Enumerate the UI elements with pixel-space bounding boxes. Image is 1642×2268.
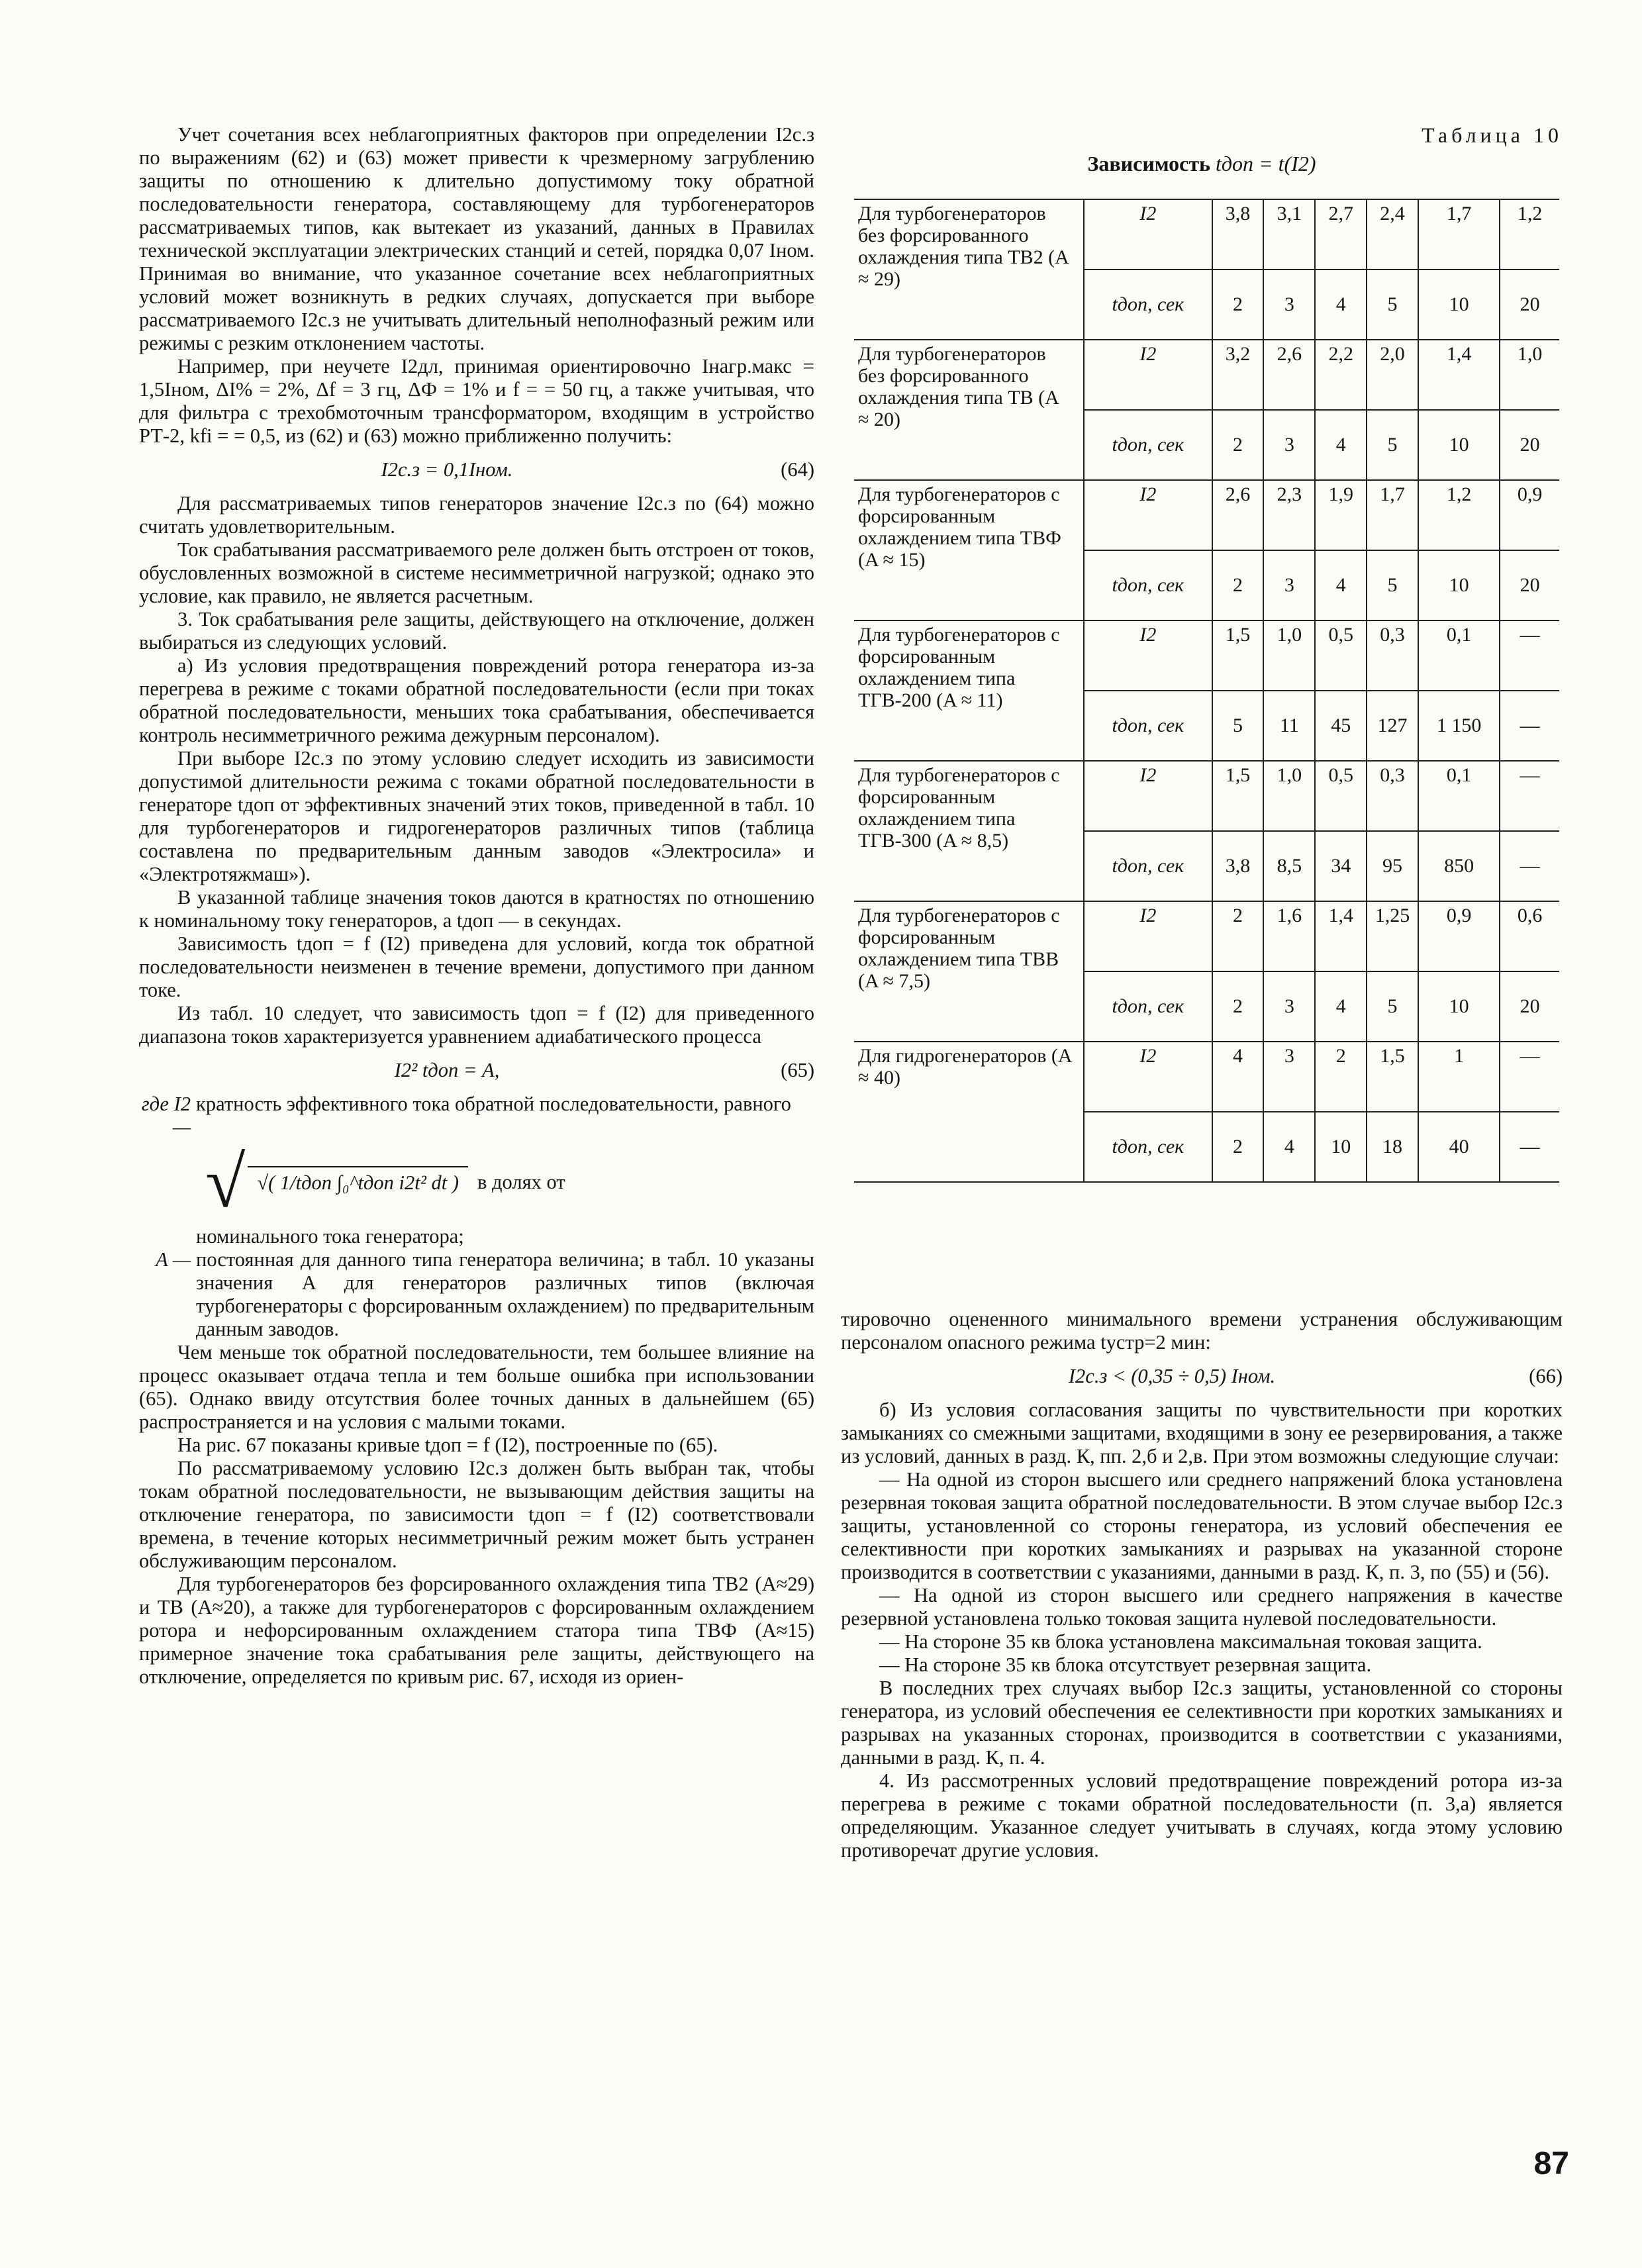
current-value-cell: 2,4 — [1367, 199, 1418, 270]
table-number: Таблица 10 — [1422, 123, 1563, 147]
definition-term: где I2 — — [141, 1093, 191, 1138]
formula-number: (66) — [1529, 1365, 1563, 1387]
paragraph: а) Из условия предотвращения повреждений ротора генератора из-за перегрева в режиме с токами обратной последовательности (если при токах обратной последовательности, меньших тока срабатывания, обеспечивается контроль несимметричного режима дежурным персоналом). — [139, 654, 814, 746]
definition-text: постоянная для данного типа генератора величина; в табл. 10 указаны значения A для генераторов различных типов (включая турбогенераторы с форсированным охлаждением) по предварительным данным заводов. — [196, 1248, 814, 1340]
row-label-time: tдоп, сек — [1084, 270, 1212, 340]
time-value-cell: 5 — [1367, 550, 1418, 620]
row-label-time: tдоп, сек — [1084, 691, 1212, 761]
current-value-cell: 3,2 — [1212, 340, 1264, 410]
current-value-cell: 2,6 — [1212, 480, 1264, 550]
current-value-cell: 4 — [1212, 1042, 1264, 1112]
page-number: 87 — [1533, 2146, 1569, 2181]
paragraph: В указанной таблице значения токов даются в кратностях по отношению к номинальному току генераторов, а tдоп — в секундах. — [139, 886, 814, 932]
current-value-cell: — — [1500, 761, 1559, 831]
paragraph: Зависимость tдоп = f (I2) приведена для условий, когда ток обратной последовательности неизменен в течение времени, допустимого при данном токе. — [139, 932, 814, 1001]
paragraph: Из табл. 10 следует, что зависимость tдоп = f (I2) для приведенного диапазона токов характеризуется уравнением адиабатического процесса — [139, 1002, 814, 1048]
formula-65 — [139, 1059, 814, 1082]
definition-i2 — [139, 1093, 814, 1139]
current-value-cell: 1,9 — [1315, 480, 1367, 550]
row-label-time: tдоп, сек — [1084, 410, 1212, 480]
table-title — [841, 152, 1563, 176]
time-value-cell: 5 — [1367, 270, 1418, 340]
time-value-cell: 45 — [1315, 691, 1367, 761]
paragraph: По рассматриваемому условию I2с.з должен быть выбран так, чтобы токам обратной последовательности, не вызывающим действия защиты на отключение генератора, по зависимости tдоп = f (I2) соответствовали времена, в течение которых несимметричный режим может быть устранен обслуживающим персоналом. — [139, 1457, 814, 1572]
table-title-formula: tдоп = t(I2) — [1215, 152, 1316, 175]
current-value-cell: 2,7 — [1315, 199, 1367, 270]
formula-64 — [139, 458, 814, 481]
table-row-current — [854, 1042, 1559, 1112]
table-body — [854, 199, 1559, 1182]
current-value-cell: 1,5 — [1367, 1042, 1418, 1112]
table-caption — [841, 123, 1563, 176]
time-value-cell: 4 — [1263, 1112, 1315, 1182]
paragraph: — На стороне 35 кв блока установлена максимальная токовая защита. — [879, 1630, 1482, 1653]
row-label-current: I2 — [1084, 901, 1212, 971]
time-value-cell: 20 — [1500, 550, 1559, 620]
time-value-cell: 10 — [1418, 550, 1500, 620]
definition-text: кратность эффективного тока обратной последовательности, равного — [196, 1093, 791, 1115]
row-label-time: tдоп, сек — [1084, 1112, 1212, 1182]
time-value-cell: 10 — [1418, 410, 1500, 480]
paragraph: Например, при неучете I2дл, принимая ориентировочно Iнагр.макс = 1,5Iном, ΔI% = 2%, Δf = 3 гц, ΔФ = 1% и f = = 50 гц, а также учитывая, что для фильтра с трехобмоточным трансформатором, входящим в устройство РТ-2, kfi = = 0,5, из (62) и (63) можно приближенно получить: — [139, 355, 814, 447]
current-value-cell: 0,1 — [1418, 620, 1500, 691]
time-value-cell: 3 — [1263, 270, 1315, 340]
row-label-current: I2 — [1084, 199, 1212, 270]
table-row-current — [854, 901, 1559, 971]
row-label-time: tдоп, сек — [1084, 550, 1212, 620]
right-column — [841, 1308, 1563, 1862]
definition-continuation: номинального тока генератора; — [196, 1225, 464, 1248]
paragraph: — На одной из сторон высшего или среднего напряжений блока установлена резервная токовая защита обратной последовательности. В этом случае выбор I2с.з защиты, установленной со стороны генератора, из условий обеспечения ее селективности при коротких замыканиях и разрывах на указанной стороне производится в соответствии с указаниями, данными в разд. К, п. 3, по (55) и (56). — [841, 1468, 1563, 1583]
time-value-cell: 20 — [1500, 971, 1559, 1042]
generator-type-cell: Для турбогенераторов с форсированным охлаждением типа ТГВ-200 (A ≈ 11) — [854, 620, 1084, 761]
time-value-cell: — — [1500, 1112, 1559, 1182]
paragraph: В последних трех случаях выбор I2с.з защиты, установленной со стороны генератора, из условий обеспечения ее селективности при коротких замыканиях и разрывах на указанных сторонах, производится в соответствии с указаниями, данными в разд. К, п. 4. — [841, 1677, 1563, 1769]
time-value-cell: 2 — [1212, 971, 1264, 1042]
definition-a — [139, 1248, 814, 1341]
row-label-current: I2 — [1084, 620, 1212, 691]
current-value-cell: — — [1500, 620, 1559, 691]
current-value-cell: 2,2 — [1315, 340, 1367, 410]
paragraph: 4. Из рассмотренных условий предотвращение повреждений ротора из-за перегрева в режиме с токами обратной последовательности (п. 3,а) является определяющим. Указанное следует учитывать в случаях, когда этому условию противоречат другие условия. — [841, 1769, 1563, 1861]
time-value-cell: 4 — [1315, 550, 1367, 620]
paragraph: При выборе I2с.з по этому условию следует исходить из зависимости допустимой длительности режима с токами обратной последовательности в генераторе tдоп от эффективных значений этих токов, приведенной в табл. 10 для турбогенераторов и гидрогенераторов различных типов (таблица составлена по предварительным данным заводов «Электросила» и «Электротяжмаш»). — [139, 747, 814, 885]
current-value-cell: 3,1 — [1263, 199, 1315, 270]
current-value-cell: 2,3 — [1263, 480, 1315, 550]
time-value-cell: 4 — [1315, 270, 1367, 340]
left-column — [139, 123, 814, 1689]
current-value-cell: 1,4 — [1315, 901, 1367, 971]
paragraph: тировочно оцененного минимального времени устранения обслуживающим персоналом опасного режима tустр=2 мин: — [841, 1308, 1563, 1354]
formula-text: I2с.з = 0,1Iном. — [381, 458, 513, 481]
current-value-cell: 1,5 — [1212, 620, 1264, 691]
root-formula: √( 1/tдоп ∫₀^tдоп i2t² dt ) — [248, 1166, 468, 1199]
time-value-cell: 5 — [1367, 410, 1418, 480]
formula-text: I2² tдоп = A, — [394, 1059, 500, 1081]
paragraph: — На одной из сторон высшего или среднего напряжения в качестве резервной установлена только токовая защита нулевой последовательности. — [841, 1584, 1563, 1630]
current-value-cell: 1,0 — [1263, 761, 1315, 831]
current-value-cell: 2 — [1315, 1042, 1367, 1112]
time-value-cell: 127 — [1367, 691, 1418, 761]
current-value-cell: 0,6 — [1500, 901, 1559, 971]
time-value-cell: 4 — [1315, 971, 1367, 1042]
table-row-current — [854, 761, 1559, 831]
data-table — [854, 199, 1559, 1183]
current-value-cell: 1,25 — [1367, 901, 1418, 971]
root-suffix: в долях от — [477, 1170, 565, 1193]
formula-text: I2с.з < (0,35 ÷ 0,5) Iном. — [1068, 1365, 1276, 1387]
current-value-cell: 1,7 — [1418, 199, 1500, 270]
row-label-time: tдоп, сек — [1084, 831, 1212, 901]
time-value-cell: 5 — [1212, 691, 1264, 761]
time-value-cell: 2 — [1212, 270, 1264, 340]
current-value-cell: 0,3 — [1367, 620, 1418, 691]
generator-type-cell: Для турбогенераторов без форсированного охлаждения типа ТВ (A ≈ 20) — [854, 340, 1084, 480]
time-value-cell: 3,8 — [1212, 831, 1264, 901]
current-value-cell: 0,1 — [1418, 761, 1500, 831]
row-label-current: I2 — [1084, 340, 1212, 410]
row-label-time: tдоп, сек — [1084, 971, 1212, 1042]
time-value-cell: — — [1500, 691, 1559, 761]
generator-type-cell: Для гидрогенераторов (A ≈ 40) — [854, 1042, 1084, 1182]
current-value-cell: 2,6 — [1263, 340, 1315, 410]
time-value-cell: 10 — [1315, 1112, 1367, 1182]
current-value-cell: 1 — [1418, 1042, 1500, 1112]
current-value-cell: 3 — [1263, 1042, 1315, 1112]
generator-type-cell: Для турбогенераторов с форсированным охлаждением типа ТГВ-300 (A ≈ 8,5) — [854, 761, 1084, 901]
time-value-cell: 3 — [1263, 971, 1315, 1042]
time-value-cell: 8,5 — [1263, 831, 1315, 901]
radical-sign: √ — [205, 1142, 246, 1222]
time-value-cell: 850 — [1418, 831, 1500, 901]
current-value-cell: 1,7 — [1367, 480, 1418, 550]
time-value-cell: 34 — [1315, 831, 1367, 901]
table-row-current — [854, 620, 1559, 691]
current-value-cell: 1,4 — [1418, 340, 1500, 410]
time-value-cell: 3 — [1263, 550, 1315, 620]
paragraph: Для рассматриваемых типов генераторов значение I2с.з по (64) можно считать удовлетворительным. — [139, 492, 814, 538]
current-value-cell: 0,3 — [1367, 761, 1418, 831]
current-value-cell: 1,5 — [1212, 761, 1264, 831]
current-value-cell: 0,9 — [1500, 480, 1559, 550]
root-expression — [205, 1142, 814, 1222]
current-value-cell: 1,0 — [1500, 340, 1559, 410]
current-value-cell: 1,2 — [1418, 480, 1500, 550]
table-row-current — [854, 480, 1559, 550]
time-value-cell: 4 — [1315, 410, 1367, 480]
time-value-cell: 1 150 — [1418, 691, 1500, 761]
current-value-cell: 0,5 — [1315, 761, 1367, 831]
current-value-cell: 1,0 — [1263, 620, 1315, 691]
row-label-current: I2 — [1084, 480, 1212, 550]
current-value-cell: 2,0 — [1367, 340, 1418, 410]
current-value-cell: — — [1500, 1042, 1559, 1112]
time-value-cell: 2 — [1212, 550, 1264, 620]
table-row-current — [854, 340, 1559, 410]
generator-type-cell: Для турбогенераторов с форсированным охлаждением типа ТВВ (A ≈ 7,5) — [854, 901, 1084, 1042]
time-value-cell: — — [1500, 831, 1559, 901]
time-value-cell: 3 — [1263, 410, 1315, 480]
paragraph: — На стороне 35 кв блока отсутствует резервная защита. — [879, 1653, 1372, 1676]
formula-number: (65) — [781, 1059, 814, 1081]
time-value-cell: 10 — [1418, 270, 1500, 340]
paragraph: Ток срабатывания рассматриваемого реле должен быть отстроен от токов, обусловленных возможной в системе несимметричной нагрузкой; однако это условие, как правило, не является расчетным. — [139, 538, 814, 607]
time-value-cell: 11 — [1263, 691, 1315, 761]
paragraph: Учет сочетания всех неблагоприятных факторов при определении I2с.з по выражениям (62) и (63) может привести к чрезмерному загрублению защиты по отношению к длительно допустимому току обратной последовательности генератора, составляющему для турбогенераторов рассматриваемых типов, как вытекает из указаний, данных в Правилах технической эксплуатации электрических станций и сетей, порядка 0,07 Iном. Принимая во внимание, что указанное сочетание всех неблагоприятных условий может возникнуть в редких случаях, допускается при выборе рассматриваемого I2с.з не учитывать длительный неполнофазный режим или режимы с резким отклонением частоты. — [139, 123, 814, 354]
current-value-cell: 0,9 — [1418, 901, 1500, 971]
current-value-cell: 2 — [1212, 901, 1264, 971]
paragraph: Чем меньше ток обратной последовательности, тем большее влияние на процесс оказывает отдача тепла и тем больше ошибка при использовании (65). Однако ввиду отсутствия более точных данных в дальнейшем (65) распространяется и на условия с малыми токами. — [139, 1341, 814, 1433]
table-row-current — [854, 199, 1559, 270]
time-value-cell: 20 — [1500, 410, 1559, 480]
time-value-cell: 10 — [1418, 971, 1500, 1042]
current-value-cell: 1,6 — [1263, 901, 1315, 971]
time-value-cell: 20 — [1500, 270, 1559, 340]
time-value-cell: 95 — [1367, 831, 1418, 901]
row-label-current: I2 — [1084, 1042, 1212, 1112]
time-value-cell: 2 — [1212, 1112, 1264, 1182]
table-title-text: Зависимость — [1087, 152, 1210, 175]
paragraph: На рис. 67 показаны кривые tдоп = f (I2), построенные по (65). — [177, 1434, 718, 1456]
current-value-cell: 1,2 — [1500, 199, 1559, 270]
generator-type-cell: Для турбогенераторов без форсированного охлаждения типа ТВ2 (A ≈ 29) — [854, 199, 1084, 340]
formula-number: (64) — [781, 458, 814, 481]
paragraph: 3. Ток срабатывания реле защиты, действующего на отключение, должен выбираться из следующих условий. — [139, 608, 814, 654]
row-label-current: I2 — [1084, 761, 1212, 831]
definition-term: A — — [156, 1248, 191, 1271]
generator-type-cell: Для турбогенераторов с форсированным охлаждением типа ТВФ (A ≈ 15) — [854, 480, 1084, 620]
time-value-cell: 2 — [1212, 410, 1264, 480]
time-value-cell: 40 — [1418, 1112, 1500, 1182]
time-value-cell: 18 — [1367, 1112, 1418, 1182]
current-value-cell: 3,8 — [1212, 199, 1264, 270]
paragraph: б) Из условия согласования защиты по чувствительности при коротких замыканиях со смежными защитами, входящими в зону ее резервирования, а также из условий, данных в разд. К, пп. 2,б и 2,в. При этом возможны следующие случаи: — [841, 1399, 1563, 1467]
time-value-cell: 5 — [1367, 971, 1418, 1042]
formula-66 — [841, 1365, 1563, 1388]
paragraph: Для турбогенераторов без форсированного охлаждения типа ТВ2 (A≈29) и ТВ (A≈20), а также для турбогенераторов с форсированным охлаждением ротора и нефорсированным охлаждением статора типа ТВФ (A≈15) примерное значение тока срабатывания реле защиты, действующего на отключение, определяется по кривым рис. 67, исходя из ориен- — [139, 1573, 814, 1688]
current-value-cell: 0,5 — [1315, 620, 1367, 691]
